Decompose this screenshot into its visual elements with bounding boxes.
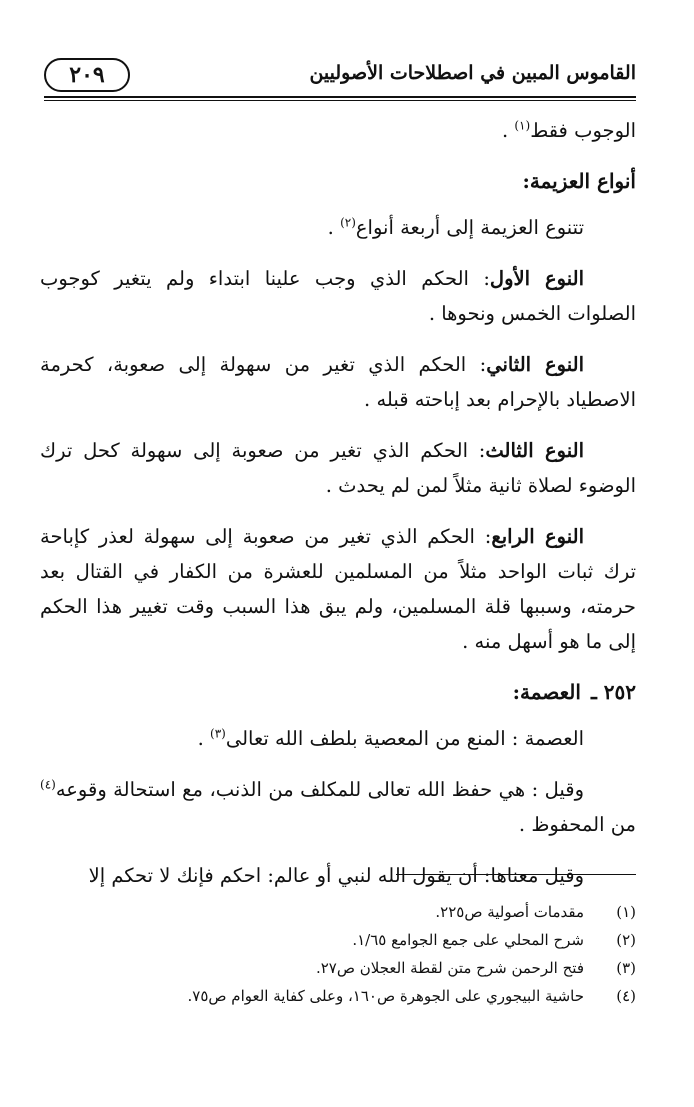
footnote-ref: (٣) bbox=[210, 726, 226, 741]
page-header bbox=[44, 58, 636, 98]
paragraph-type-4: النوع الرابع: الحكم الذي تغير من صعوبة إلى سهولة لعذر كإباحة ترك ثبات الواحد مثلاً من المسلمين للعشرة من الكفار في القتال بعد حرمته، وسببها قلة المسلمين، ولم يبق هذا السبب وقت تغيير هذا الحكم إلى ما هو أسهل منه . bbox=[40, 525, 636, 653]
paragraph-intro: تتنوع العزيمة إلى أربعة أنواع$^{(٢)}$ . bbox=[327, 215, 584, 239]
paragraph-opinion-1: وقيل : هي حفظ الله تعالى للمكلف من الذنب، مع استحالة وقوعه$^{(٤)}$ من المحفوظ . bbox=[40, 777, 636, 836]
paragraph-type-1: النوع الأول: الحكم الذي وجب علينا ابتداء ولم يتغير كوجوب الصلوات الخمس ونحوها . bbox=[40, 267, 636, 325]
footnotes bbox=[40, 898, 636, 1010]
type-label: النوع الثالث bbox=[485, 439, 584, 462]
section-heading: أنواع العزيمة: bbox=[522, 169, 636, 193]
paragraph-opinion-2: وقيل معناها: أن يقول الله لنبي أو عالم: احكم فإنك لا تحكم إلا bbox=[88, 864, 584, 887]
type-label: النوع الرابع bbox=[491, 525, 584, 548]
entry-heading bbox=[40, 675, 636, 709]
entry-title: العصمة: bbox=[512, 680, 581, 704]
footnote-item: (٤) حاشية البيجوري على الجوهرة ص١٦٠، وعلى كفاية العوام ص٧٥. bbox=[187, 987, 636, 1005]
paragraph-type-2: النوع الثاني: الحكم الذي تغير من سهولة إلى صعوبة، كحرمة الاصطياد بالإحرام بعد إباحته قبله . bbox=[40, 353, 636, 411]
footnote-item: (٣) فتح الرحمن شرح متن لقطة العجلان ص٢٧. bbox=[315, 959, 636, 977]
footnote-ref: (٢) bbox=[340, 215, 356, 230]
paragraph-continuation: الوجوب فقط$^{(١)}$ . bbox=[501, 118, 636, 142]
page-number: ٢٠٩ bbox=[44, 58, 130, 92]
footnote-separator bbox=[396, 874, 636, 875]
footnote-ref: (٤) bbox=[40, 777, 56, 792]
footnote-ref: (١) bbox=[514, 118, 531, 133]
paragraph-type-3: النوع الثالث: الحكم الذي تغير من صعوبة إلى سهولة كحل ترك الوضوء لصلاة ثانية مثلاً لمن لم يحدث . bbox=[40, 439, 636, 497]
entry-number: ٢٥٢ ـ bbox=[590, 680, 636, 704]
running-title: القاموس المبين في اصطلاحات الأصوليين bbox=[309, 62, 636, 84]
page-body bbox=[40, 113, 636, 909]
type-label: النوع الأول bbox=[489, 267, 584, 290]
paragraph-definition: العصمة : المنع من المعصية بلطف الله تعالى$^{(٣)}$ . bbox=[197, 726, 584, 750]
footnote-item: (١) مقدمات أصولية ص٢٢٥. bbox=[435, 903, 636, 921]
type-label: النوع الثاني bbox=[486, 353, 584, 376]
footnote-item: (٢) شرح المحلي على جمع الجوامع ١/٦٥. bbox=[352, 931, 636, 949]
